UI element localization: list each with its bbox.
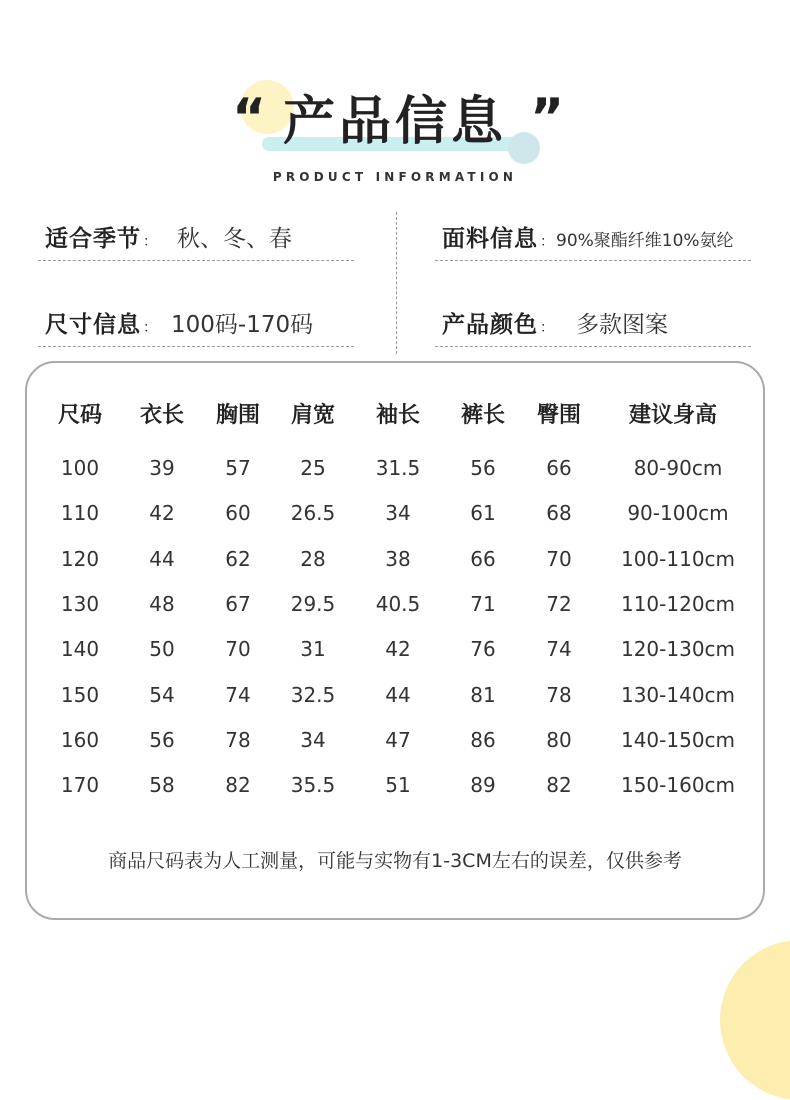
table-cell: 50 — [149, 637, 175, 662]
table-cell: 48 — [149, 591, 175, 616]
table-cell: 120 — [60, 546, 100, 571]
table-cell: 56 — [470, 456, 496, 480]
table-cell: 68 — [546, 501, 572, 526]
table-cell: 100 — [60, 456, 100, 480]
table-cell: 71 — [470, 591, 496, 616]
table-cell: 47 — [385, 727, 411, 752]
table-cell: 82 — [225, 773, 251, 798]
info-color-value: 多款图案 — [576, 312, 668, 338]
table-cell: 67 — [225, 591, 251, 616]
info-fabric-label: 面料信息 — [442, 226, 538, 252]
table-cell: 140 — [60, 637, 100, 662]
table-cell: 51 — [385, 773, 411, 798]
table-cell: 110 — [60, 501, 100, 526]
table-cell: 130-140cm — [620, 682, 736, 707]
table-cell: 60 — [225, 501, 251, 526]
table-cell: 58 — [149, 773, 175, 798]
info-fabric-colon: ： — [540, 234, 554, 250]
table-cell: 42 — [149, 501, 175, 526]
info-season-value: 秋、冬、春 — [177, 226, 292, 252]
table-cell: 150-160cm — [620, 773, 736, 798]
table-cell: 44 — [385, 682, 411, 707]
info-color — [442, 310, 668, 343]
table-cell: 76 — [470, 637, 496, 662]
table-cell: 110-120cm — [620, 591, 736, 616]
table-cell: 82 — [546, 773, 572, 798]
table-cell: 61 — [470, 501, 496, 526]
table-cell: 39 — [149, 456, 175, 480]
info-fabric-value: 90%聚酯纤维10%氨纶 — [556, 231, 734, 251]
info-size-colon: ： — [143, 320, 157, 336]
table-cell: 78 — [225, 727, 251, 752]
table-cell: 38 — [385, 546, 411, 571]
table-cell: 31 — [300, 637, 326, 662]
title-close-quote: ” — [530, 88, 565, 148]
table-cell: 66 — [470, 546, 496, 571]
table-cell: 78 — [546, 682, 572, 707]
table-cell: 120-130cm — [620, 637, 736, 662]
table-cell: 130 — [60, 591, 100, 616]
table-cell: 54 — [149, 682, 175, 707]
col-header-hip: 臀围 — [536, 403, 582, 428]
col-header-length: 衣长 — [139, 403, 185, 428]
table-cell: 29.5 — [290, 591, 336, 616]
title-open-quote: “ — [232, 88, 267, 148]
table-cell: 34 — [300, 727, 326, 752]
table-cell: 25 — [300, 456, 326, 480]
col-header-chest: 胸围 — [215, 403, 261, 428]
table-cell: 66 — [546, 456, 572, 480]
table-cell: 34 — [385, 501, 411, 526]
divider-color — [435, 346, 751, 347]
col-header-height: 建议身高 — [628, 403, 718, 428]
info-color-colon: ： — [540, 320, 554, 336]
table-cell: 62 — [225, 546, 251, 571]
table-cell: 28 — [300, 546, 326, 571]
table-cell: 89 — [470, 773, 496, 798]
info-size-value: 100码-170码 — [171, 312, 314, 338]
info-size — [45, 310, 313, 343]
info-season-label: 适合季节 — [45, 226, 141, 252]
table-cell: 56 — [149, 727, 175, 752]
table-cell: 170 — [60, 773, 100, 798]
table-cell: 42 — [385, 637, 411, 662]
table-cell: 26.5 — [290, 501, 336, 526]
table-cell: 40.5 — [375, 591, 421, 616]
info-fabric — [442, 224, 734, 257]
table-cell: 140-150cm — [620, 727, 736, 752]
table-cell: 74 — [546, 637, 572, 662]
table-cell: 80 — [546, 727, 572, 752]
table-cell: 81 — [470, 682, 496, 707]
table-cell: 80-90cm — [633, 456, 723, 480]
col-header-size: 尺码 — [57, 403, 103, 428]
table-cell: 70 — [225, 637, 251, 662]
info-color-label: 产品颜色 — [442, 312, 538, 338]
divider-fabric — [435, 260, 751, 261]
divider-size — [38, 346, 354, 347]
col-header-sleeve: 袖长 — [375, 403, 421, 428]
page-subtitle: PRODUCT INFORMATION — [272, 170, 518, 184]
info-season — [45, 224, 292, 257]
col-header-pants: 裤长 — [460, 403, 506, 428]
table-cell: 74 — [225, 682, 251, 707]
info-size-label: 尺寸信息 — [45, 312, 141, 338]
info-season-colon: ： — [143, 234, 157, 250]
table-cell: 35.5 — [290, 773, 336, 798]
table-cell: 31.5 — [375, 456, 421, 480]
info-vertical-divider — [396, 212, 397, 354]
table-cell: 44 — [149, 546, 175, 571]
table-cell: 86 — [470, 727, 496, 752]
divider-season — [38, 260, 354, 261]
col-header-shoulder: 肩宽 — [290, 403, 336, 428]
size-note: 商品尺码表为人工测量，可能与实物有1-3CM左右的误差，仅供参考 — [108, 850, 682, 872]
table-cell: 70 — [546, 546, 572, 571]
table-cell: 90-100cm — [627, 501, 729, 526]
decor-corner-circle — [720, 940, 790, 1100]
table-cell: 72 — [546, 591, 572, 616]
table-cell: 32.5 — [290, 682, 336, 707]
table-cell: 150 — [60, 682, 100, 707]
table-cell: 160 — [60, 727, 100, 752]
table-cell: 100-110cm — [620, 546, 736, 571]
table-cell: 57 — [225, 456, 251, 480]
page-title: 产品信息 — [282, 92, 507, 152]
